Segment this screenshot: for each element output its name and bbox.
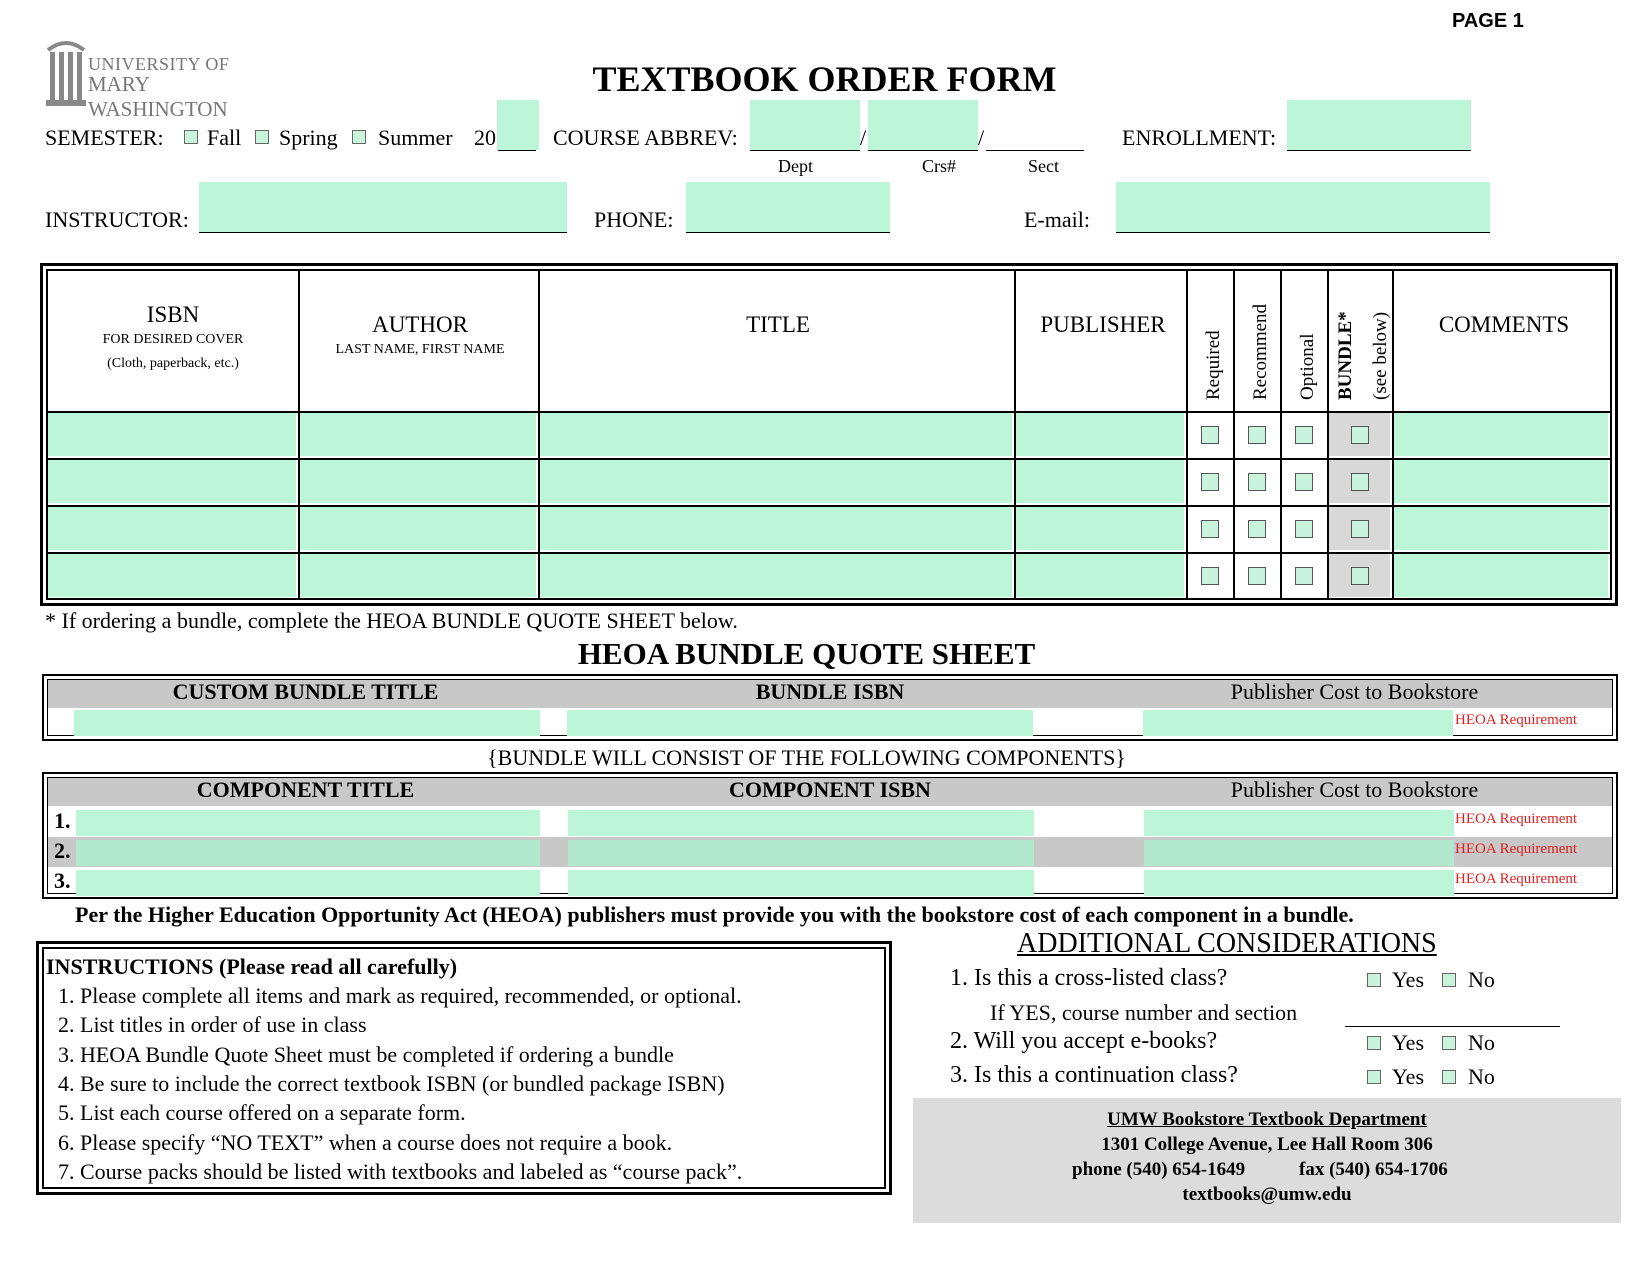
author-field[interactable] [300, 460, 536, 503]
heoa-title: HEOA BUNDLE QUOTE SHEET [577, 636, 1036, 671]
components-note: {BUNDLE WILL CONSIST OF THE FOLLOWING COMPONENTS} [487, 745, 1126, 770]
bundle-isbn-field[interactable] [567, 710, 1033, 736]
crs-caption: Crs# [922, 156, 957, 176]
component-title-field[interactable] [76, 810, 540, 836]
bundle-title-header: CUSTOM BUNDLE TITLE [172, 679, 439, 704]
publisher-field[interactable] [1016, 413, 1184, 456]
component-cost-field[interactable] [1144, 840, 1454, 866]
q1-no-label: No [1468, 967, 1495, 992]
q1-yes-label: Yes [1392, 967, 1425, 992]
component-isbn-field[interactable] [568, 810, 1034, 836]
comments-field[interactable] [1394, 460, 1608, 503]
recommend-header: Recommend [1250, 303, 1271, 400]
bundle-checkbox[interactable] [1351, 567, 1369, 585]
bundle-checkbox[interactable] [1351, 520, 1369, 538]
component-title-header: COMPONENT TITLE [196, 777, 415, 802]
bundle-note: * If ordering a bundle, complete the HEOA BUNDLE QUOTE SHEET below. [45, 608, 738, 633]
email-label: E-mail: [1024, 207, 1090, 232]
contact-address: 1301 College Avenue, Lee Hall Room 306 [1101, 1134, 1433, 1155]
instruction-item: 5. List each course offered on a separate form. [58, 1100, 466, 1126]
fall-checkbox[interactable] [184, 130, 198, 144]
instruction-item: 6. Please specify “NO TEXT” when a course does not require a book. [58, 1129, 673, 1155]
comments-field[interactable] [1394, 413, 1608, 456]
isbn-field[interactable] [48, 460, 296, 503]
optional-checkbox[interactable] [1295, 567, 1313, 585]
logo-line1: UNIVERSITY OF [88, 54, 230, 74]
publisher-field[interactable] [1016, 507, 1184, 550]
instructor-label: INSTRUCTOR: [45, 207, 189, 232]
title-field[interactable] [540, 460, 1012, 503]
required-checkbox[interactable] [1201, 520, 1219, 538]
contact-dept: UMW Bookstore Textbook Department [1107, 1109, 1427, 1130]
bundle-checkbox[interactable] [1351, 473, 1369, 491]
publisher-field[interactable] [1016, 554, 1184, 597]
author-field[interactable] [300, 554, 536, 597]
isbn-header: ISBN [146, 302, 200, 327]
instructions-title: INSTRUCTIONS (Please read all carefully) [46, 954, 458, 979]
component-row-number: 2. [54, 838, 71, 863]
bundle-title-field[interactable] [74, 710, 540, 736]
bundle-checkbox[interactable] [1351, 426, 1369, 444]
course-abbrev-label: COURSE ABBREV: [553, 125, 738, 150]
component-cost-field[interactable] [1144, 870, 1454, 896]
component-row-number: 1. [54, 808, 71, 833]
required-checkbox[interactable] [1201, 473, 1219, 491]
q3-no-checkbox[interactable] [1442, 1070, 1456, 1084]
title-field[interactable] [540, 507, 1012, 550]
optional-checkbox[interactable] [1295, 426, 1313, 444]
q1-yes-checkbox[interactable] [1367, 973, 1381, 987]
see-below-header: (see below) [1370, 311, 1391, 400]
course-sep-2: / [978, 125, 985, 150]
q3-text: 3. Is this a continuation class? [950, 1062, 1238, 1088]
instruction-item: 2. List titles in order of use in class [58, 1012, 367, 1038]
required-checkbox[interactable] [1201, 567, 1219, 585]
recommend-checkbox[interactable] [1248, 520, 1266, 538]
q1-no-checkbox[interactable] [1442, 973, 1456, 987]
component-cost-field[interactable] [1144, 810, 1454, 836]
q2-text: 2. Will you accept e-books? [950, 1028, 1218, 1054]
publisher-field[interactable] [1016, 460, 1184, 503]
q1-subtext: If YES, course number and section [990, 1000, 1298, 1025]
title-field[interactable] [540, 413, 1012, 456]
title-field[interactable] [540, 554, 1012, 597]
form-title: TEXTBOOK ORDER FORM [592, 59, 1057, 99]
instruction-item: 7. Course packs should be listed with textbooks and labeled as “course pack”. [58, 1158, 743, 1184]
publisher-header: PUBLISHER [1040, 312, 1166, 337]
component-isbn-field[interactable] [568, 870, 1034, 896]
enrollment-label: ENROLLMENT: [1122, 125, 1277, 150]
spring-checkbox[interactable] [255, 130, 269, 144]
component-title-field[interactable] [76, 840, 540, 866]
author-field[interactable] [300, 413, 536, 456]
isbn-field[interactable] [48, 413, 296, 456]
isbn-field[interactable] [48, 507, 296, 550]
heoa-statement: Per the Higher Education Opportunity Act (HEOA) publishers must provide you with the bookstore cost of each component in a bundle. [75, 902, 1354, 927]
bundle-header: BUNDLE* [1335, 311, 1356, 400]
q2-yes-label: Yes [1392, 1030, 1425, 1055]
contact-email[interactable]: textbooks@umw.edu [1182, 1184, 1352, 1205]
title-header: TITLE [746, 312, 810, 337]
recommend-checkbox[interactable] [1248, 473, 1266, 491]
author-header: AUTHOR [372, 312, 468, 337]
component-heoa-requirement: HEOA Requirement [1455, 871, 1578, 887]
q2-no-label: No [1468, 1030, 1495, 1055]
bundle-heoa-requirement: HEOA Requirement [1455, 712, 1578, 728]
q3-yes-checkbox[interactable] [1367, 1070, 1381, 1084]
q1-text: 1. Is this a cross-listed class? [950, 965, 1228, 991]
summer-label: Summer [378, 125, 453, 150]
author-sub: LAST NAME, FIRST NAME [335, 342, 505, 357]
dept-caption: Dept [778, 156, 813, 176]
course-sep-1: / [860, 125, 867, 150]
component-heoa-requirement: HEOA Requirement [1455, 811, 1578, 827]
component-cost-header: Publisher Cost to Bookstore [1230, 777, 1479, 802]
summer-checkbox[interactable] [352, 130, 366, 144]
isbn-field[interactable] [48, 554, 296, 597]
sect-caption: Sect [1028, 156, 1059, 176]
instruction-item: 3. HEOA Bundle Quote Sheet must be completed if ordering a bundle [58, 1041, 674, 1067]
spring-label: Spring [279, 125, 338, 150]
component-title-field[interactable] [76, 870, 540, 896]
recommend-checkbox[interactable] [1248, 426, 1266, 444]
recommend-checkbox[interactable] [1248, 567, 1266, 585]
logo-line2: MARY WASHINGTON [88, 72, 228, 121]
comments-field[interactable] [1394, 507, 1608, 550]
page-label: PAGE 1 [1452, 10, 1524, 32]
optional-header: Optional [1297, 333, 1318, 400]
component-heoa-requirement: HEOA Requirement [1455, 841, 1578, 857]
additional-title: ADDITIONAL CONSIDERATIONS [1017, 928, 1437, 959]
optional-checkbox[interactable] [1295, 520, 1313, 538]
bundle-cost-header: Publisher Cost to Bookstore [1230, 679, 1479, 704]
isbn-sub1: FOR DESIRED COVER [102, 332, 244, 347]
contact-phone: phone (540) 654-1649 [1072, 1159, 1246, 1180]
year-prefix: 20 [474, 125, 496, 150]
comments-header: COMMENTS [1438, 312, 1570, 337]
q3-no-label: No [1468, 1064, 1495, 1089]
bundle-cost-field[interactable] [1143, 710, 1453, 736]
comments-field[interactable] [1394, 554, 1608, 597]
phone-label: PHONE: [594, 207, 674, 232]
component-row-number: 3. [54, 868, 71, 893]
contact-fax: fax (540) 654-1706 [1299, 1159, 1448, 1180]
bundle-isbn-header: BUNDLE ISBN [755, 679, 905, 704]
cross-listed-course-field[interactable] [1345, 1002, 1560, 1027]
semester-label: SEMESTER: [45, 125, 164, 150]
component-isbn-header: COMPONENT ISBN [729, 777, 931, 802]
required-checkbox[interactable] [1201, 426, 1219, 444]
fall-label: Fall [207, 125, 242, 150]
instruction-item: 1. Please complete all items and mark as required, recommended, or optional. [58, 983, 742, 1008]
q2-no-checkbox[interactable] [1442, 1036, 1456, 1050]
required-header: Required [1203, 330, 1224, 400]
isbn-sub2: (Cloth, paperback, etc.) [107, 356, 239, 371]
optional-checkbox[interactable] [1295, 473, 1313, 491]
component-isbn-field[interactable] [568, 840, 1034, 866]
author-field[interactable] [300, 507, 536, 550]
instruction-item: 4. Be sure to include the correct textbook ISBN (or bundled package ISBN) [58, 1070, 725, 1096]
q2-yes-checkbox[interactable] [1367, 1036, 1381, 1050]
q3-yes-label: Yes [1392, 1064, 1425, 1089]
